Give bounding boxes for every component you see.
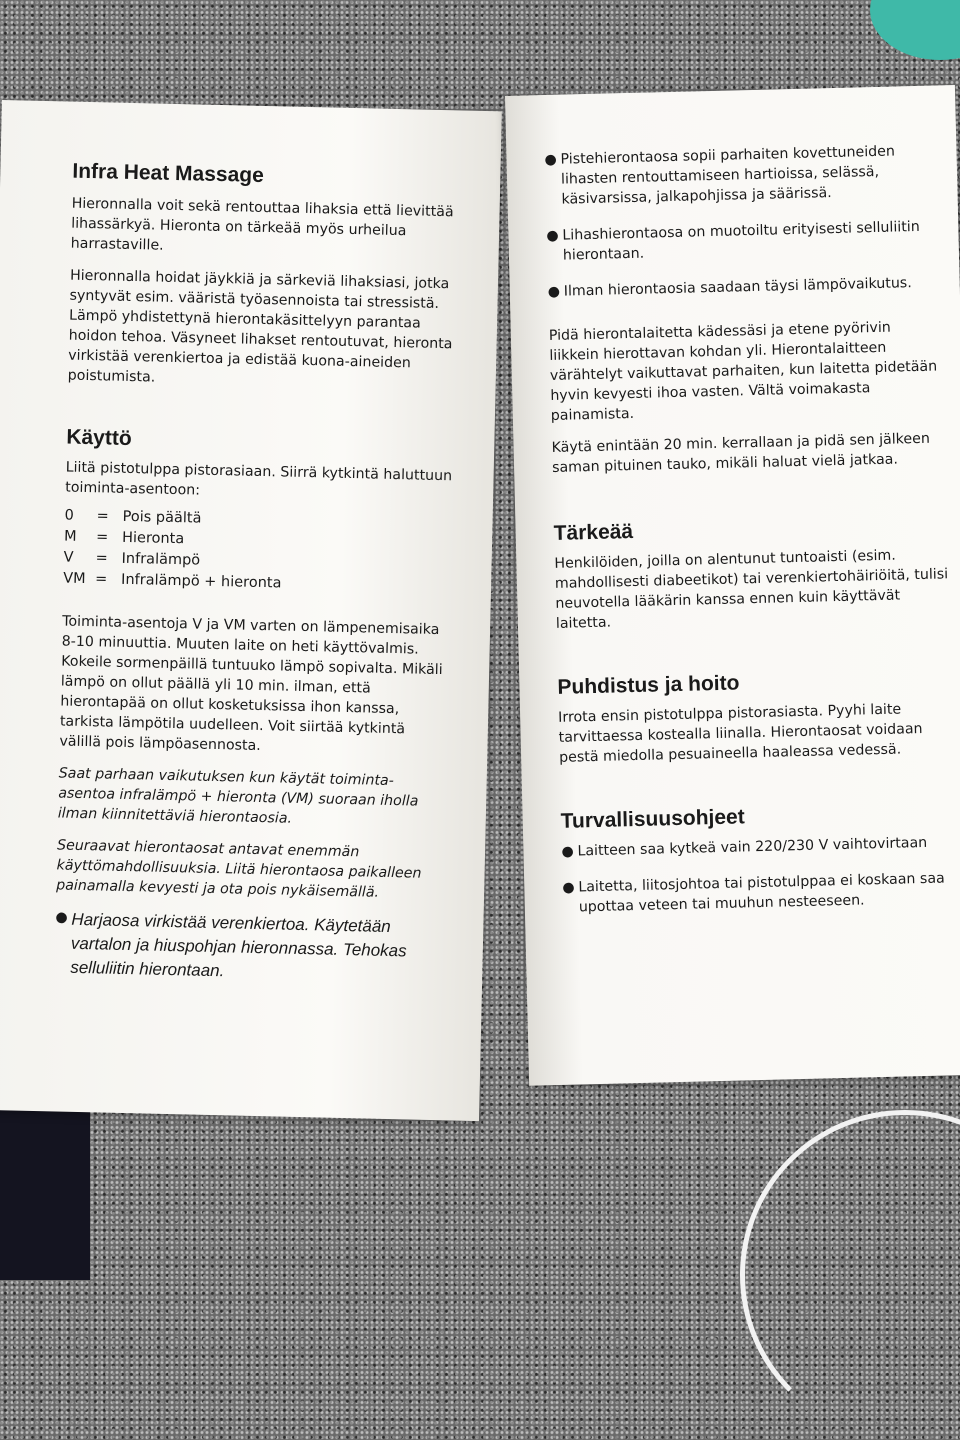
mode-key: VM xyxy=(62,570,86,588)
warmup-paragraph: Toiminta-asentoja V ja VM varten on lämpenemisaika 8-10 minuuttia. Muuten laite on heti käyttövalmis. Kokeile sormenpäillä tuntuuko lämpö sopivalta. Mikäli lämpö on ollut päällä yli 10 min. ilman, että hierontapää on ollut kosketuksissa ihon kanssa, tarkista lämpötila uudelleen. Voit siirtää kytkintä välillä pois lämpöasennosta. xyxy=(59,613,443,755)
safety-bullet-text: Laitetta, liitosjohtoa tai pistotulppaa ei koskaan saa upottaa veteen tai muuhun nesteeseen. xyxy=(578,870,945,916)
mode-label: Pois päältä xyxy=(122,508,202,527)
left-page-content xyxy=(54,160,463,1005)
bullet-dot-icon: ● xyxy=(547,283,561,301)
usage-paragraph-1: Pidä hierontalaitetta kädessäsi ja etene pyörivin liikkein hierottavan kohdan yli. Hierontalaitteen värähtelyt vaikuttavat parhaiten, kun laitetta pidetään hyvin kevyesti ihoa vasten. Vältä voimakasta painamista. xyxy=(548,319,938,424)
mode-label: Hieronta xyxy=(121,529,185,548)
kaytto-heading: Käyttö xyxy=(66,425,132,451)
intro-paragraph-1: Hieronnalla voit sekä rentouttaa lihaksia että lievittää lihassärkyä. Hieronta on tärkeää myös urheilua harrastaville. xyxy=(70,195,454,254)
attachment-bullet xyxy=(548,272,943,302)
mode-equals: = xyxy=(94,571,108,588)
best-effect-paragraph: Saat parhaan vaikutuksen kun käytät toiminta-asentoa infralämpö + hieronta (VM) suoraan iholla ilman kiinnitettäviä hierontaosia. xyxy=(57,765,419,827)
mode-label: Infralämpö xyxy=(121,550,201,569)
brush-bullet-text: Harjaosa virkistää verenkiertoa. Käytetään vartalon ja hiuspohjan hieronnassa. Tehokas selluliitin hierontaan. xyxy=(70,909,407,981)
left-page xyxy=(0,100,502,1121)
right-page xyxy=(505,85,960,1086)
intro-paragraph-2: Hieronnalla hoidat jäykkiä ja särkeviä lihaksiasi, jotka syntyvät esim. vääristä työasennoista tai stressistä. Lämpö yhdistettynä hierontakäsittelyyn parantaa hoidon tehoa. Väsyneet lihakset rentoutuvat, hieronta virkistää verenkiertoa ja edistää kuona-aineiden poistumista. xyxy=(67,267,453,386)
bullet-dot-icon: ● xyxy=(544,151,557,169)
attachments-paragraph: Seuraavat hierontaosat antavat enemmän käyttömahdollisuuksia. Liitä hierontaosa paikalleen painamalla kevyesti ja ota pois nykäisemällä. xyxy=(56,837,422,901)
mode-label: Infralämpö + hieronta xyxy=(120,571,282,592)
bullet-dot-icon: ● xyxy=(562,879,575,896)
puhdistus-heading: Puhdistus ja hoito xyxy=(557,671,740,699)
right-page-content xyxy=(544,140,958,933)
bullet-dot-icon: ● xyxy=(55,909,68,926)
mode-equals: = xyxy=(95,550,108,567)
turvallisuus-heading: Turvallisuusohjeet xyxy=(560,805,745,833)
background-white-cable xyxy=(740,1110,960,1440)
background-teal-object xyxy=(870,0,960,60)
mode-key: 0 xyxy=(64,507,75,524)
puhdistus-paragraph: Irrota ensin pistotulppa pistorasiasta. Pyyhi laite tarvittaessa kostealla liinalla. Hierontaosat voidaan pestä miedolla pesuaineella haaleassa vedessä. xyxy=(558,701,923,766)
safety-bullet xyxy=(562,868,958,918)
safety-bullet xyxy=(561,832,956,862)
mode-key: V xyxy=(63,549,74,566)
attachment-bullet xyxy=(546,216,942,266)
bullet-dot-icon: ● xyxy=(561,843,574,860)
attachment-bullet-text: Lihashierontaosa on muotoiltu erityisesti selluliitin hierontaan. xyxy=(562,218,920,264)
tarkeaa-paragraph: Henkilöiden, joilla on alentunut tuntoaisti (esim. mahdollisesti diabeetikot) tai verenkiertohäiriöitä, tulisi neuvotella lääkärin kanssa ennen kuin käyttävät laitetta. xyxy=(554,547,949,632)
attachment-bullet-text: Pistehierontaosa sopii parhaiten kovettuneiden lihasten rentouttamiseen hartioissa, selässä, käsivarsissa, jalkapohjissa ja säärissä. xyxy=(560,143,896,208)
mode-key: M xyxy=(63,528,77,545)
attachment-bullet xyxy=(544,140,940,210)
safety-bullet-text: Laitteen saa kytkeä vain 220/230 V vaihtovirtaan xyxy=(577,834,928,860)
brush-bullet xyxy=(54,907,446,988)
attachment-bullet-text: Ilman hierontaosia saadaan täysi lämpövaikutus. xyxy=(563,275,912,300)
mode-list xyxy=(63,506,455,599)
tarkeaa-heading: Tärkeää xyxy=(553,520,634,545)
document-title: Infra Heat Massage xyxy=(72,159,265,187)
bullet-dot-icon: ● xyxy=(546,227,559,245)
mode-equals: = xyxy=(96,508,109,525)
mode-equals: = xyxy=(95,529,109,546)
background-dark-cloth xyxy=(0,1110,90,1280)
usage-paragraph-2: Käytä enintään 20 min. kerrallaan ja pidä sen jälkeen saman pituinen tauko, mikäli haluat vielä jatkaa. xyxy=(551,430,931,476)
kaytto-instruction: Liitä pistotulppa pistorasiaan. Siirrä kytkintä haluttuun toiminta-asentoon: xyxy=(65,459,453,499)
